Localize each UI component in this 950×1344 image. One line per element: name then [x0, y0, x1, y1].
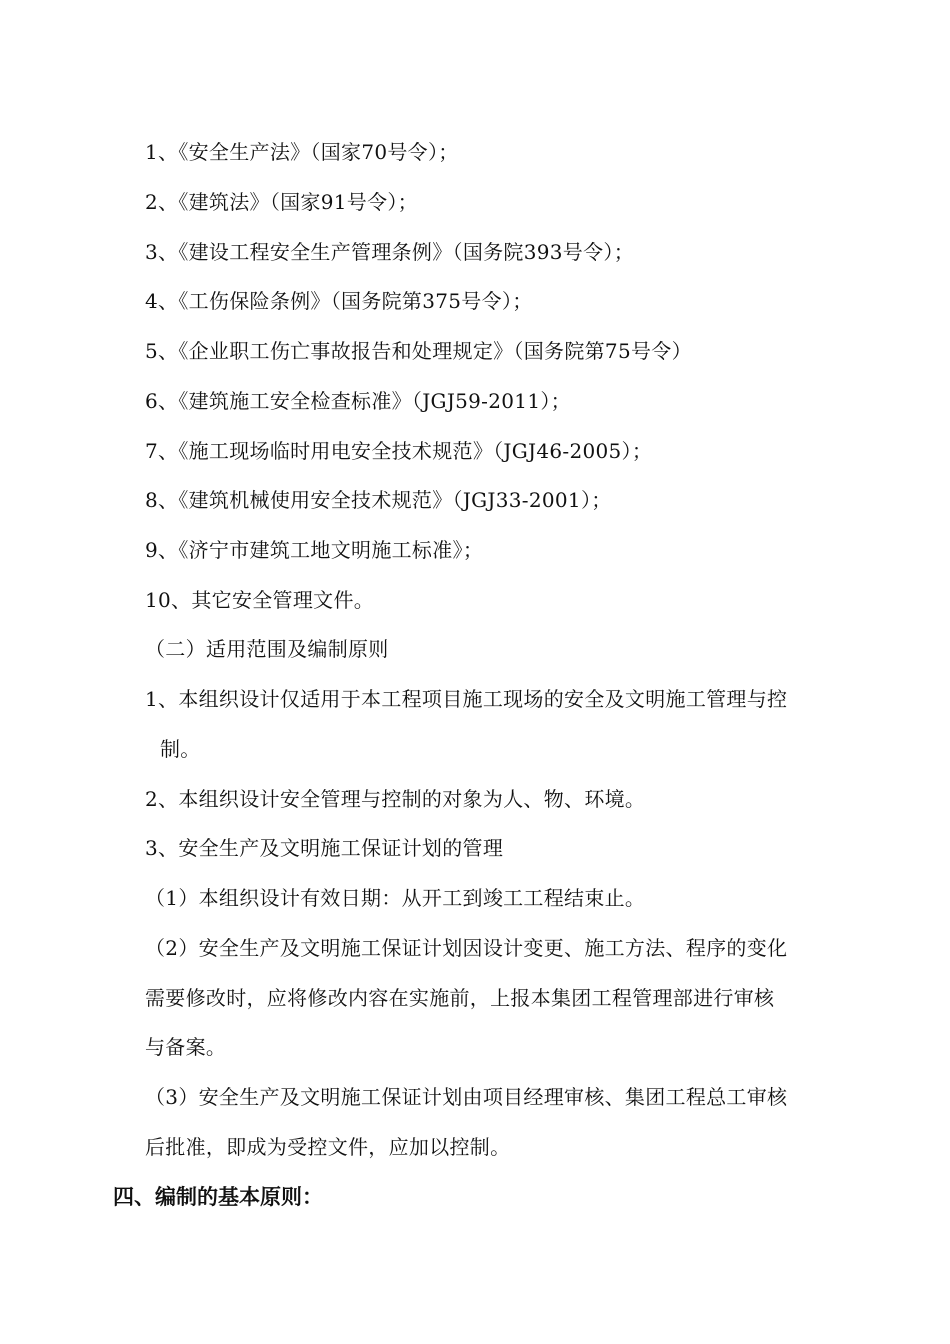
basis-item-7: 7、《施工现场临时用电安全技术规范》（JGJ46-2005）；	[145, 439, 653, 463]
management-item-3: （3）安全生产及文明施工保证计划由项目经理审核、集团工程总工审核	[145, 1085, 788, 1109]
basis-item-9: 9、《济宁市建筑工地文明施工标准》；	[145, 538, 484, 562]
basis-item-8: 8、《建筑机械使用安全技术规范》（JGJ33-2001）；	[145, 488, 612, 512]
basis-item-2: 2、《建筑法》（国家91号令）；	[145, 190, 418, 214]
basis-item-1: 1、《安全生产法》（国家70号令）；	[145, 140, 459, 164]
basis-item-6: 6、《建筑施工安全检查标准》（JGJ59-2011）；	[145, 389, 571, 413]
section-two-title: （二）适用范围及编制原则	[145, 637, 389, 661]
scope-item-3: 3、安全生产及文明施工保证计划的管理	[145, 836, 504, 860]
management-item-2-continued: 需要修改时，应将修改内容在实施前，上报本集团工程管理部进行审核	[145, 986, 775, 1010]
management-item-3-continued: 后批准，即成为受控文件，应加以控制。	[145, 1135, 511, 1159]
basis-item-5: 5、《企业职工伤亡事故报告和处理规定》（国务院第75号令）	[145, 339, 692, 363]
scope-item-2: 2、本组织设计安全管理与控制的对象为人、物、环境。	[145, 787, 646, 811]
scope-item-1: 1、本组织设计仅适用于本工程项目施工现场的安全及文明施工管理与控	[145, 687, 788, 711]
management-item-1: （1）本组织设计有效日期：从开工到竣工工程结束止。	[145, 886, 646, 910]
basis-item-3: 3、《建设工程安全生产管理条例》（国务院393号令）；	[145, 240, 634, 264]
basis-item-10: 10、其它安全管理文件。	[145, 588, 375, 612]
section-four-heading: 四、编制的基本原则：	[113, 1185, 323, 1209]
scope-item-1-continued: 制。	[160, 737, 201, 761]
management-item-2-end: 与备案。	[145, 1035, 227, 1059]
basis-item-4: 4、《工伤保险条例》（国务院第375号令）；	[145, 289, 533, 313]
management-item-2: （2）安全生产及文明施工保证计划因设计变更、施工方法、程序的变化	[145, 936, 788, 960]
